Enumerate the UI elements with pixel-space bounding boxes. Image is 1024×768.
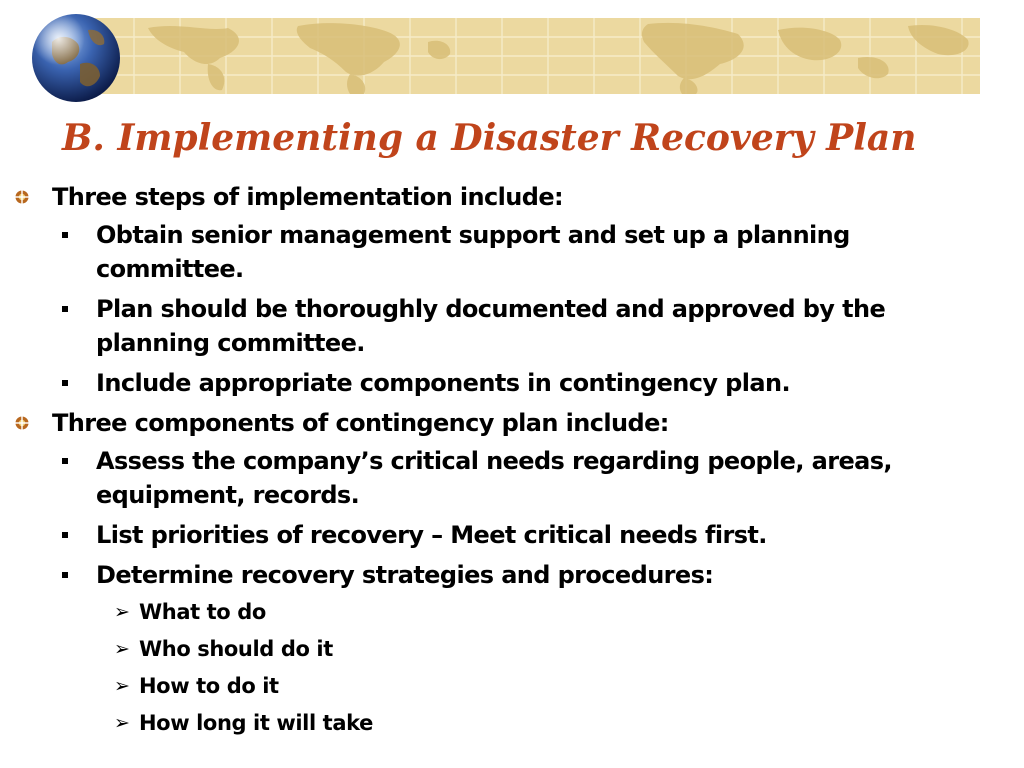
circle-cross-bullet-icon (14, 415, 30, 431)
square-bullet-icon (62, 458, 68, 464)
world-map-banner (88, 18, 980, 94)
section-heading-text: Three steps of implementation include: (52, 183, 564, 211)
section-heading (0, 182, 1024, 212)
list-item-text: Obtain senior management support and set up a planning committee. (96, 221, 850, 283)
circle-cross-bullet-icon (14, 189, 30, 205)
arrow-bullet-icon: ➢ (114, 712, 130, 734)
sub-list-item-text: How to do it (139, 674, 279, 698)
list-item (0, 558, 1024, 592)
arrow-bullet-icon: ➢ (114, 675, 130, 697)
section-heading-text: Three components of contingency plan include: (52, 409, 669, 437)
globe-icon (30, 12, 122, 104)
slide-content (0, 174, 1024, 746)
square-bullet-icon (62, 572, 68, 578)
list-item-text: Include appropriate components in contingency plan. (96, 369, 790, 397)
list-item (0, 444, 1024, 512)
arrow-bullet-icon: ➢ (114, 601, 130, 623)
sub-list-item-text: What to do (139, 600, 266, 624)
arrow-bullet-icon: ➢ (114, 638, 130, 660)
square-bullet-icon (62, 380, 68, 386)
square-bullet-icon (62, 532, 68, 538)
list-item (0, 366, 1024, 400)
list-item-text: Assess the company’s critical needs regarding people, areas, equipment, records. (96, 447, 892, 509)
sub-list-item-text: How long it will take (139, 711, 373, 735)
sub-list-item (0, 635, 1024, 663)
square-bullet-icon (62, 232, 68, 238)
section-heading (0, 408, 1024, 438)
list-item-text: Plan should be thoroughly documented and approved by the planning committee. (96, 295, 886, 357)
list-item (0, 292, 1024, 360)
sub-list-item-text: Who should do it (139, 637, 333, 661)
list-item (0, 518, 1024, 552)
sub-list-item (0, 672, 1024, 700)
list-item (0, 218, 1024, 286)
sub-list-item (0, 598, 1024, 626)
list-item-text: List priorities of recovery – Meet critical needs first. (96, 521, 767, 549)
sub-list-item (0, 709, 1024, 737)
slide-title: B. Implementing a Disaster Recovery Plan (62, 117, 917, 159)
square-bullet-icon (62, 306, 68, 312)
list-item-text: Determine recovery strategies and procedures: (96, 561, 714, 589)
